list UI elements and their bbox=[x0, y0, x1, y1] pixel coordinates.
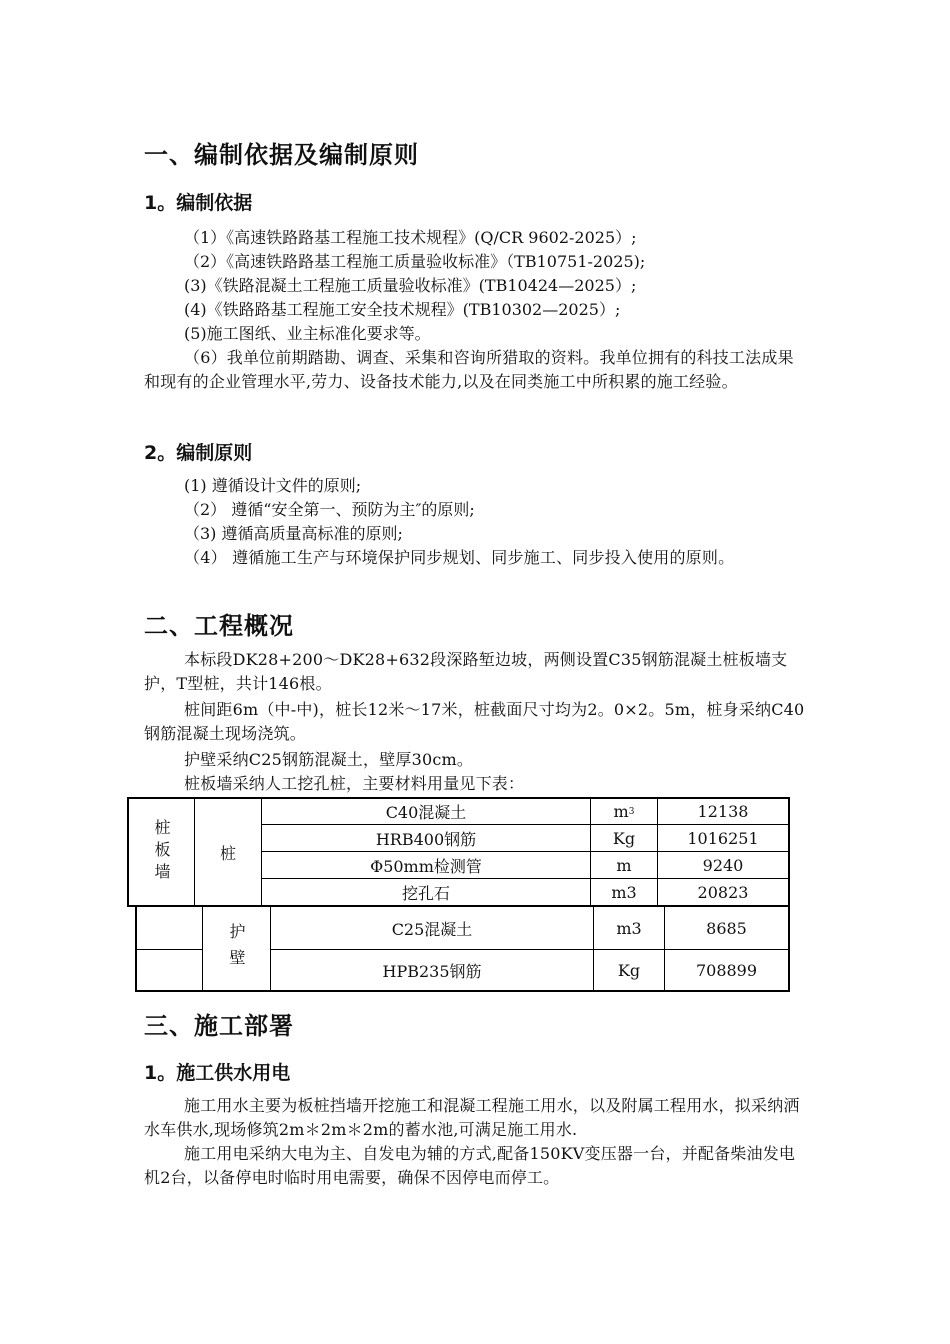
table-row-2-qty bbox=[657, 824, 790, 852]
table-row-6-unit-text: Kg bbox=[617, 960, 641, 980]
table-row-2-unit bbox=[590, 824, 658, 852]
table-row-1-unit-sup: 3 bbox=[628, 806, 635, 817]
table-group-label: 桩板墙 bbox=[152, 819, 171, 885]
basis-item-2: （2）《高速铁路路基工程施工质量验收标准》（TB10751-2025); bbox=[184, 252, 646, 271]
table-row-5-qty bbox=[664, 906, 790, 950]
table-row-4-unit bbox=[590, 878, 658, 907]
section1-title: 一、编制依据及编制原则 bbox=[144, 141, 419, 169]
section2-title: 二、工程概况 bbox=[144, 612, 294, 640]
section3-title: 三、施工部署 bbox=[144, 1012, 294, 1040]
table-row-4-qty bbox=[657, 878, 790, 907]
table-row-3-unit bbox=[590, 851, 658, 879]
table-row-4-material-text: 挖孔石 bbox=[401, 883, 450, 903]
table-row-3-unit-text: m bbox=[616, 855, 632, 875]
principle-item-3: （3) 遵循高质量高标准的原则; bbox=[184, 524, 403, 543]
overview-para-1: 本标段DK28+200～DK28+632段深路堑边坡，两侧设置C35钢筋混凝土桩板墙支护，T型桩，共计146根。 bbox=[144, 650, 788, 693]
table-wall-cell bbox=[202, 906, 271, 992]
table-row-1-unit bbox=[590, 797, 658, 825]
section1-sub1-title: 1。编制依据 bbox=[144, 192, 253, 214]
table-lower-empty-2 bbox=[135, 949, 203, 992]
table-row-6-unit bbox=[593, 949, 665, 992]
table-pile-cell bbox=[194, 797, 262, 907]
deploy-para-1: 施工用水主要为板桩挡墙开挖施工和混凝工程施工用水，以及附属工程用水，拟采纳洒水车供水,现场修筑2m＊2m＊2m的蓄水池,可满足施工用水. bbox=[144, 1096, 800, 1139]
deploy-para-2: 施工用电采纳大电为主、自发电为辅的方式,配备150KV变压器一台，并配备柴油发电机2台，以备停电时临时用电需要，确保不因停电而停工。 bbox=[144, 1144, 796, 1187]
table-row-2-material-text: HRB400钢筋 bbox=[375, 829, 477, 849]
basis-item-4: (4)《铁路路基工程施工安全技术规程》(TB10302—2025）; bbox=[184, 300, 621, 319]
table-row-2-material bbox=[261, 824, 591, 852]
table-pile-label: 桩 bbox=[219, 844, 236, 863]
basis-item-3: (3)《铁路混凝土工程施工质量验收标准》(TB10424—2025）; bbox=[184, 276, 637, 295]
basis-item-1: （1）《高速铁路路基工程施工技术规程》(Q/CR 9602-2025）; bbox=[184, 228, 637, 247]
table-row-4-qty-text: 20823 bbox=[697, 882, 749, 902]
table-row-1-qty-text: 12138 bbox=[697, 802, 749, 821]
table-row-3-qty-text: 9240 bbox=[702, 855, 744, 875]
table-row-5-unit-text: m3 bbox=[616, 918, 642, 938]
table-row-1-material-text: C40混凝土 bbox=[385, 803, 467, 822]
principle-item-4: （4） 遵循施工生产与环境保护同步规划、同步施工、同步投入使用的原则。 bbox=[184, 548, 735, 567]
table-row-6-material-text: HPB235钢筋 bbox=[382, 961, 482, 981]
table-row-5-qty-text: 8685 bbox=[706, 918, 747, 938]
table-row-6-qty bbox=[664, 949, 790, 992]
overview-para-2: 桩间距6m（中-中)，桩长12米～17米，桩截面尺寸均为2。0×2。5m，桩身采纳C40钢筋混凝土现场浇筑。 bbox=[144, 700, 805, 743]
table-row-3-material-text: Φ50mm检测管 bbox=[370, 856, 482, 876]
table-row-2-unit-text: Kg bbox=[612, 828, 636, 848]
table-group-cell bbox=[127, 797, 195, 907]
table-row-3-material bbox=[261, 851, 591, 879]
section3-sub1-title: 1。施工供水用电 bbox=[144, 1062, 291, 1084]
overview-para-3: 护壁采纳C25钢筋混凝土，壁厚30cm。 bbox=[184, 750, 474, 769]
table-row-4-unit-text: m3 bbox=[611, 882, 637, 902]
table-row-5-material-text: C25混凝土 bbox=[391, 919, 473, 939]
table-row-1-unit-text: m bbox=[613, 802, 629, 821]
principle-item-2: （2） 遵循“安全第一、预防为主″的原则; bbox=[184, 500, 475, 519]
table-wall-label: 护壁 bbox=[227, 922, 246, 975]
basis-item-6: （6）我单位前期踏勘、调查、采集和咨询所猎取的资料。我单位拥有的科技工法成果和现有的企业管理水平,劳力、设备技术能力,以及在同类施工中所积累的施工经验。 bbox=[144, 348, 794, 391]
principle-item-1: (1) 遵循设计文件的原则; bbox=[184, 476, 362, 495]
section1-sub2-title: 2。编制原则 bbox=[144, 442, 253, 464]
table-lower-empty-1 bbox=[135, 906, 203, 950]
table-row-4-material bbox=[261, 878, 591, 907]
table-row-5-material bbox=[270, 906, 594, 950]
basis-item-5: (5)施工图纸、业主标准化要求等。 bbox=[184, 324, 431, 343]
table-row-2-qty-text: 1016251 bbox=[687, 828, 759, 848]
table-row-1-material bbox=[261, 797, 591, 825]
table-row-6-material bbox=[270, 949, 594, 992]
overview-para-4: 桩板墙采纳人工挖孔桩，主要材料用量见下表： bbox=[184, 774, 525, 793]
table-row-3-qty bbox=[657, 851, 790, 879]
table-row-6-qty-text: 708899 bbox=[695, 960, 758, 980]
table-row-1-qty bbox=[657, 797, 790, 825]
table-row-5-unit bbox=[593, 906, 665, 950]
